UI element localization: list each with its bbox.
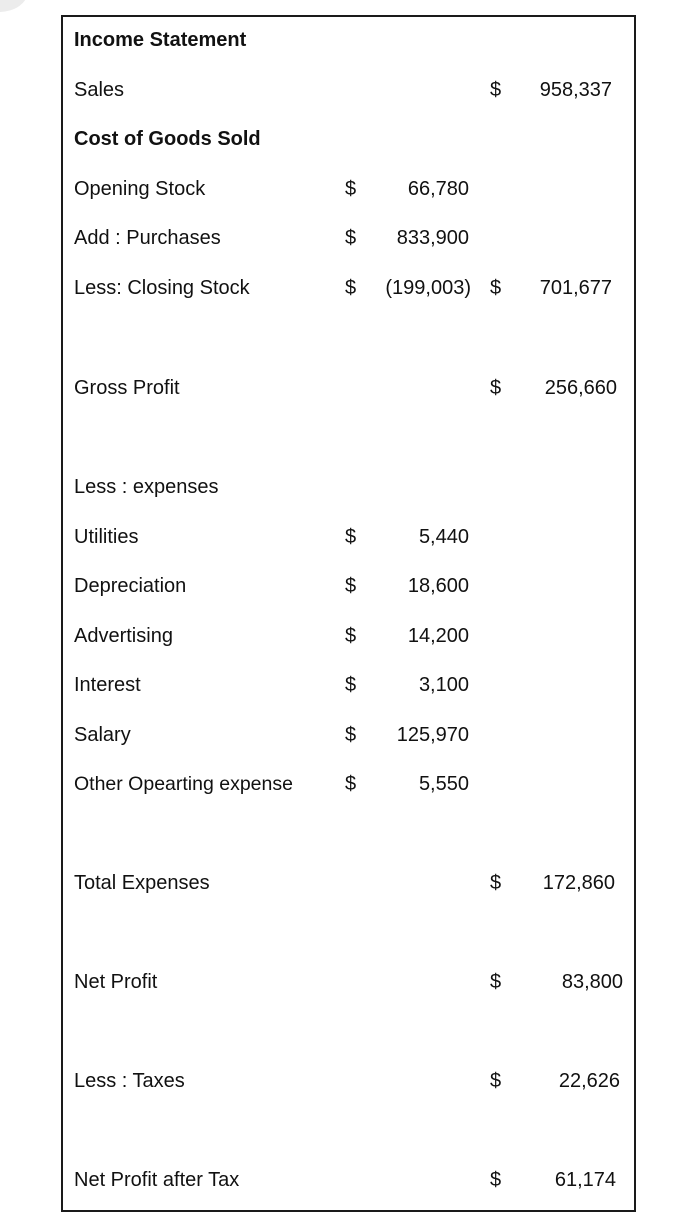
row-label: Net Profit after Tax bbox=[74, 1169, 240, 1191]
row-sales bbox=[63, 75, 634, 105]
row-label: Other Opearting expense bbox=[74, 773, 293, 795]
row-total-expenses bbox=[63, 868, 634, 898]
row-taxes bbox=[63, 1066, 634, 1096]
line-value: 66,780 bbox=[407, 178, 469, 200]
row-label: Less : expenses bbox=[74, 476, 219, 498]
income-statement-panel bbox=[61, 15, 636, 1212]
currency-symbol: $ bbox=[490, 1070, 502, 1092]
corner-shadow bbox=[0, 0, 28, 12]
currency-symbol: $ bbox=[345, 724, 357, 746]
row-opening-stock bbox=[63, 174, 634, 204]
row-label: Salary bbox=[74, 724, 131, 746]
line-value: 3,100 bbox=[418, 674, 469, 696]
total-value: 172,860 bbox=[542, 872, 615, 894]
row-label: Total Expenses bbox=[74, 872, 210, 894]
row-label: Opening Stock bbox=[74, 178, 206, 200]
line-value: (199,003) bbox=[385, 277, 471, 299]
currency-symbol: $ bbox=[345, 526, 357, 548]
line-value: 5,440 bbox=[418, 526, 469, 548]
total-value: 83,800 bbox=[561, 971, 623, 993]
total-value: 958,337 bbox=[539, 79, 612, 101]
row-label: Gross Profit bbox=[74, 377, 180, 399]
line-value: 14,200 bbox=[407, 625, 469, 647]
currency-symbol: $ bbox=[490, 377, 502, 399]
row-salary bbox=[63, 720, 634, 750]
currency-symbol: $ bbox=[345, 625, 357, 647]
currency-symbol: $ bbox=[490, 872, 502, 894]
total-value: 22,626 bbox=[558, 1070, 620, 1092]
row-label: Less: Closing Stock bbox=[74, 277, 250, 299]
total-value: 256,660 bbox=[544, 377, 617, 399]
currency-symbol: $ bbox=[490, 277, 502, 299]
row-purchases bbox=[63, 223, 634, 253]
row-label: Advertising bbox=[74, 625, 173, 647]
currency-symbol: $ bbox=[345, 773, 357, 795]
row-expenses-heading bbox=[63, 472, 634, 502]
row-cost-of-goods-sold bbox=[63, 124, 634, 154]
currency-symbol: $ bbox=[490, 79, 502, 101]
row-utilities bbox=[63, 522, 634, 552]
row-label: Depreciation bbox=[74, 575, 187, 597]
statement-title: Income Statement bbox=[74, 29, 247, 51]
row-closing-stock bbox=[63, 273, 634, 303]
section-heading: Cost of Goods Sold bbox=[74, 128, 261, 150]
currency-symbol: $ bbox=[345, 674, 357, 696]
row-advertising bbox=[63, 621, 634, 651]
row-label: Utilities bbox=[74, 526, 139, 548]
row-label: Less : Taxes bbox=[74, 1070, 185, 1092]
row-label: Add : Purchases bbox=[74, 227, 221, 249]
row-interest bbox=[63, 670, 634, 700]
currency-symbol: $ bbox=[345, 227, 357, 249]
row-label: Net Profit bbox=[74, 971, 158, 993]
total-value: 701,677 bbox=[539, 277, 612, 299]
row-net-profit-after-tax bbox=[63, 1165, 634, 1195]
currency-symbol: $ bbox=[345, 178, 357, 200]
total-value: 61,174 bbox=[554, 1169, 616, 1191]
row-gross-profit bbox=[63, 373, 634, 403]
line-value: 5,550 bbox=[418, 773, 469, 795]
currency-symbol: $ bbox=[490, 971, 502, 993]
currency-symbol: $ bbox=[490, 1169, 502, 1191]
row-label: Interest bbox=[74, 674, 141, 696]
line-value: 833,900 bbox=[396, 227, 469, 249]
currency-symbol: $ bbox=[345, 277, 357, 299]
row-label: Sales bbox=[74, 79, 125, 101]
currency-symbol: $ bbox=[345, 575, 357, 597]
line-value: 125,970 bbox=[396, 724, 469, 746]
row-net-profit bbox=[63, 967, 634, 997]
row-other-operating-expense bbox=[63, 769, 634, 799]
line-value: 18,600 bbox=[407, 575, 469, 597]
statement-title-row bbox=[63, 25, 634, 55]
row-depreciation bbox=[63, 571, 634, 601]
